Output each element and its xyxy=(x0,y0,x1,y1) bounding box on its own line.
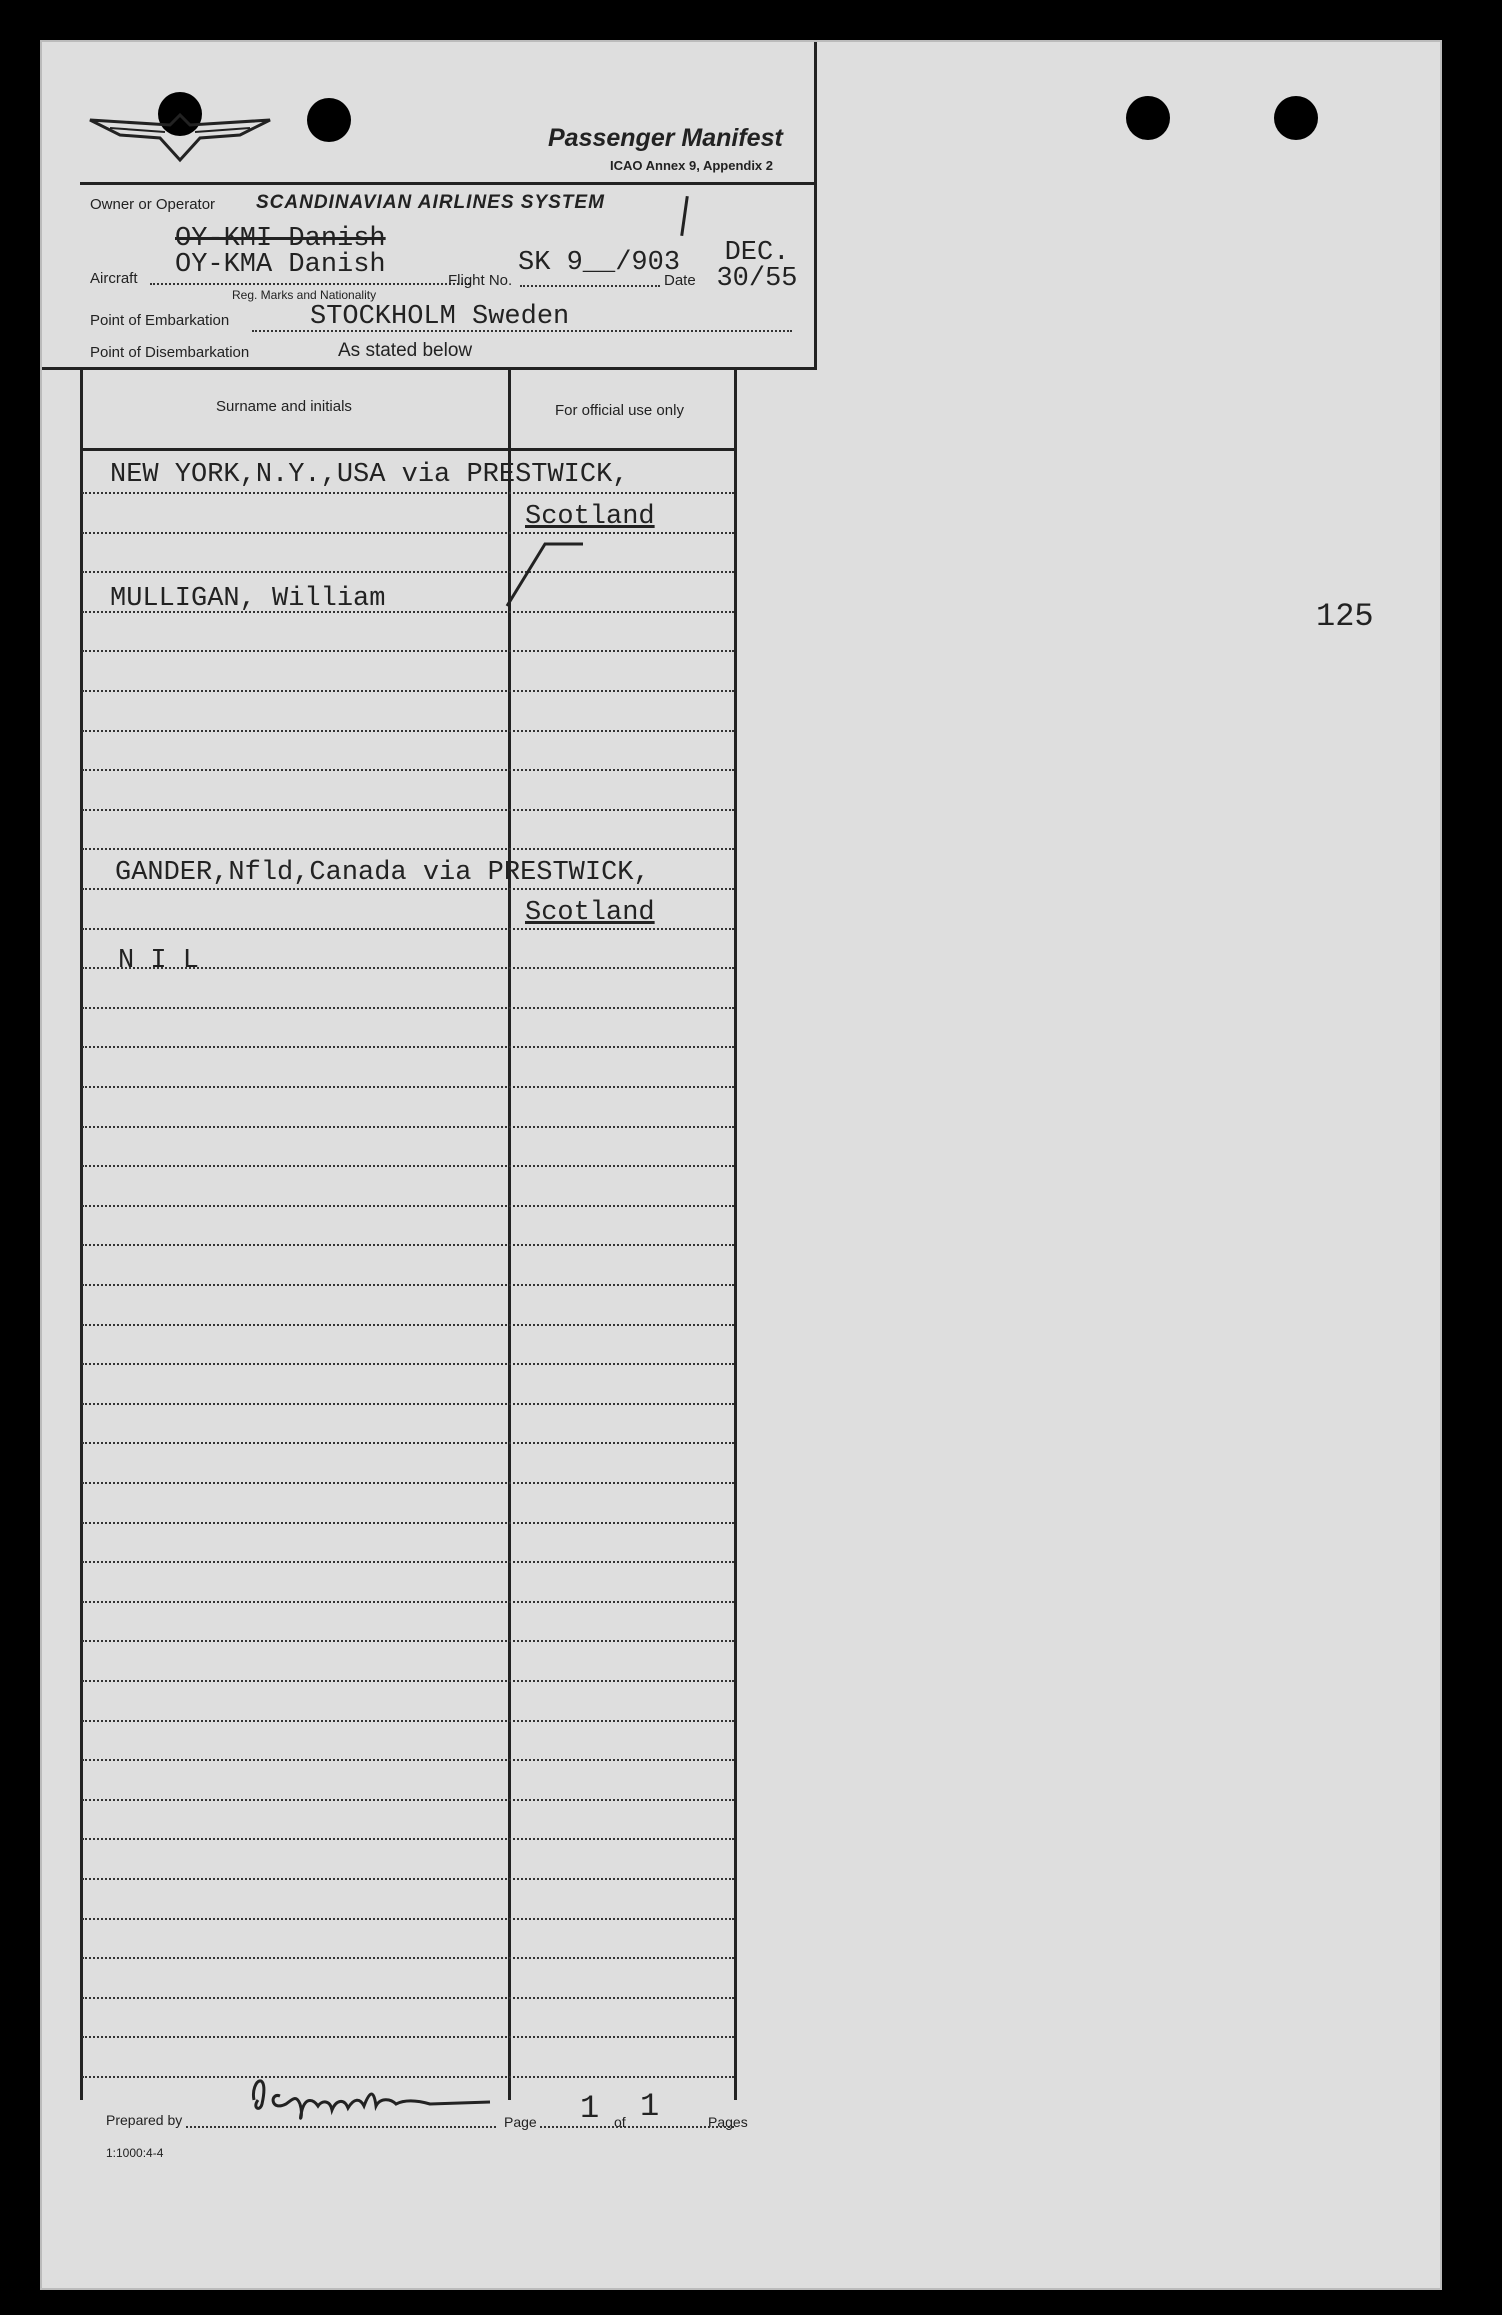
embark-value: STOCKHOLM Sweden xyxy=(310,302,570,332)
table-right-border xyxy=(734,370,737,2100)
col-header-official: For official use only xyxy=(555,402,684,419)
table-row-line xyxy=(82,492,734,494)
pages-label: Pages xyxy=(708,2114,748,2130)
of-label: of xyxy=(614,2114,626,2130)
table-row-line xyxy=(82,1601,734,1603)
date-value: DEC. 30/55 xyxy=(716,238,798,294)
table-column-divider xyxy=(508,370,511,2100)
table-row-line xyxy=(82,1442,734,1444)
table-row-line xyxy=(82,1165,734,1167)
flight-dotline xyxy=(520,285,660,287)
destination-1: NEW YORK,N.Y.,USA via PRESTWICK, xyxy=(110,460,629,490)
table-row-line xyxy=(82,532,734,534)
col-header-surname: Surname and initials xyxy=(216,398,352,415)
flight-value: SK 9__/903 xyxy=(518,248,681,278)
page-label: Page xyxy=(504,2114,537,2130)
table-row-line xyxy=(82,809,734,811)
date-label: Date xyxy=(664,272,696,289)
table-row-line xyxy=(82,2036,734,2038)
embark-label: Point of Embarkation xyxy=(90,312,230,329)
form-number: 1:1000:4-4 xyxy=(106,2146,164,2160)
table-header-rule xyxy=(82,448,734,451)
header-top-rule xyxy=(80,182,815,185)
aircraft-dotline xyxy=(150,283,470,285)
aircraft-value: OY-KMA Danish xyxy=(175,250,386,280)
page-stamp-number: 125 xyxy=(1316,598,1374,635)
table-row-line xyxy=(82,1680,734,1682)
signature-image xyxy=(240,2060,500,2130)
destination-2-passengers: N I L xyxy=(118,946,200,976)
table-row-line xyxy=(82,888,734,890)
table-row-line xyxy=(82,571,734,573)
table-row-line xyxy=(82,1403,734,1405)
aircraft-caption: Reg. Marks and Nationality xyxy=(232,288,377,302)
table-left-border xyxy=(80,370,83,2100)
owner-label: Owner or Operator xyxy=(90,196,216,213)
page-dotline xyxy=(540,2126,734,2128)
table-row-line xyxy=(82,1918,734,1920)
manifest-title: Passenger Manifest xyxy=(548,124,783,152)
table-row-line xyxy=(82,1759,734,1761)
table-row-line xyxy=(82,1482,734,1484)
table-row-line xyxy=(82,1997,734,1999)
page-number: 1 xyxy=(580,2090,600,2127)
table-row-line xyxy=(82,1838,734,1840)
disembark-label: Point of Disembarkation xyxy=(90,344,250,361)
table-row-line xyxy=(82,650,734,652)
flight-label: Flight No. xyxy=(448,272,513,289)
table-row-line xyxy=(82,690,734,692)
table-row-line xyxy=(82,928,734,930)
destination-1-continued: Scotland xyxy=(525,502,655,532)
table-row-line xyxy=(82,1007,734,1009)
table-row-line xyxy=(82,1086,734,1088)
table-row-line xyxy=(82,848,734,850)
punch-hole xyxy=(1126,96,1170,140)
destination-2: GANDER,Nfld,Canada via PRESTWICK, xyxy=(115,858,650,888)
embark-dotline xyxy=(252,330,792,332)
table-row-line xyxy=(82,1324,734,1326)
punch-hole xyxy=(1274,96,1318,140)
page-total: 1 xyxy=(640,2088,660,2125)
table-row-line xyxy=(82,730,734,732)
table-row-line xyxy=(82,769,734,771)
table-row-line xyxy=(82,1244,734,1246)
table-row-line xyxy=(82,1561,734,1563)
prepared-by-label: Prepared by xyxy=(106,2112,183,2128)
table-row-line xyxy=(82,1640,734,1642)
table-row-line xyxy=(82,1799,734,1801)
table-row-line xyxy=(82,1046,734,1048)
passenger-name: MULLIGAN, William xyxy=(110,584,386,614)
table-row-line xyxy=(82,1957,734,1959)
table-row-line xyxy=(82,1878,734,1880)
aircraft-label: Aircraft xyxy=(90,270,138,287)
manifest-subtitle: ICAO Annex 9, Appendix 2 xyxy=(610,158,774,173)
table-row-line xyxy=(82,1284,734,1286)
owner-value: SCANDINAVIAN AIRLINES SYSTEM xyxy=(256,192,605,213)
aircraft-struck-value: OY-KMI Danish xyxy=(175,224,386,254)
destination-2-continued: Scotland xyxy=(525,898,655,928)
disembark-value: As stated below xyxy=(338,340,473,361)
table-row-line xyxy=(82,1205,734,1207)
table-row-line xyxy=(82,1126,734,1128)
check-mark-icon xyxy=(505,540,585,610)
table-row-line xyxy=(82,1363,734,1365)
table-row-line xyxy=(82,1720,734,1722)
table-row-line xyxy=(82,1522,734,1524)
